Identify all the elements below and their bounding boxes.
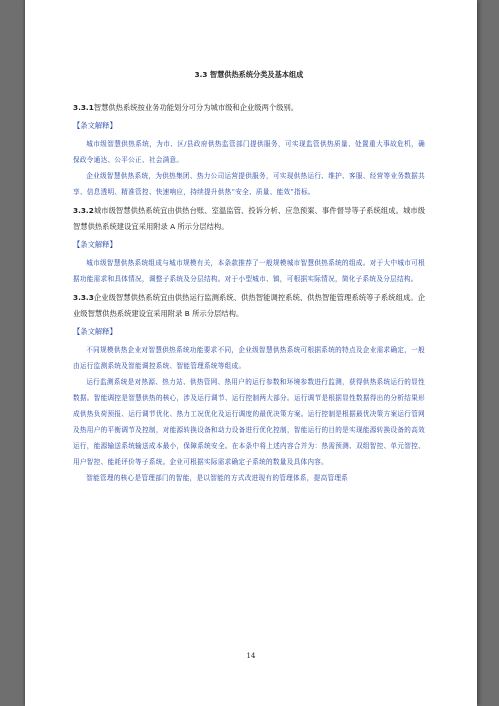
explanation-paragraph: 企业级智慧供热系统，为供热集团、热力公司运营提供服务，可实现供热运行、维护、客服、经营等业务数据共享、信息透明、精准管控、快速响应，持续提升供热“安全、质量、能效”指标。 — [73, 172, 425, 196]
page-content — [73, 70, 425, 486]
clause-body: 城市级智慧供热系统宜由供热台账、室温监管、投诉分析、应急预案、事件督导等子系统组成。城市级智慧供热系统建设宜采用附录 A 所示分层结构。 — [73, 206, 425, 231]
explanation-paragraph: 城市级智慧供热系统组成与城市规模有关，本条款推荐了一般规模城市智慧供热系统的组成。对于大中城市可根据功能需求和具体情况，调整子系统及分层结构。对于小型城市、镇，可根据实际情况，简化子系统及分层结构。 — [73, 259, 425, 283]
explanation-tag: 【条文解释】 — [73, 327, 117, 336]
explanation-paragraph: 不同规模供热企业对智慧供热系统功能要求不同，企业级智慧供热系统可根据系统的特点及企业需求确定，一般由运行监测系统及智能调控系统、智能管理系统等组成。 — [73, 346, 425, 370]
explanation-paragraph: 城市级智慧供热系统，为市、区/县政府供热监管部门提供服务，可实现监管供热质量、处置重大事故危机，确保政令通达、公平公正、社会满意。 — [73, 140, 425, 164]
section-title: 3.3 智慧供热系统分类及基本组成 — [194, 70, 304, 79]
clause-body: 智慧供热系统按业务功能划分可分为城市级和企业级两个级别。 — [93, 103, 299, 112]
clause-text — [73, 290, 425, 322]
explanation-paragraph: 智能管理的核心是管理部门的智能，是以智能的方式改进现有的管理体系，提高管理系 — [86, 474, 349, 482]
clause-number: 3.3.3 — [73, 293, 94, 302]
clause-number: 3.3.1 — [73, 103, 94, 112]
clause-text — [73, 100, 425, 116]
clause-3-3-1 — [73, 100, 425, 200]
clause-3-3-3 — [73, 290, 425, 486]
document-page — [25, 0, 477, 706]
explanation-tag: 【条文解释】 — [73, 240, 117, 249]
page-number: 14 — [246, 652, 256, 660]
clause-body: 企业级智慧供热系统宜由供热运行监测系统、供热智能调控系统、供热智能管理系统等子系统组成。企业级智慧供热系统建设宜采用附录 B 所示分层结构。 — [73, 293, 425, 318]
explanation-paragraph: 运行监测系统是对热源、热力站、供热管网、热用户的运行参数和环境参数进行监测，获得供热系统运行的显性数据。智能调控是智慧供热的核心，涉及运行调节、运行控制两大部分。运行调节是根据显性数据得出的分析结果形成供热负荷预报、运行调节优化、热力工况优化及运行调度的最优决策方案。运行控制是根据最优决策方案运行管网及热用户的平衡调节及控制，对能源转换设备和动力设备进行优化控制，智能运行的目的是实现能源转换设备的高效运行，能源输送系统输送成本最小，保障系统安全。在本条中将上述内容合并为：热需预测、双组智控、单元智控、用户智控、能耗评价等子系统。企业可根据实际需求确定子系统的数量及具体内容。 — [73, 378, 425, 466]
explanation-tag: 【条文解释】 — [73, 121, 117, 130]
clause-3-3-2 — [73, 203, 425, 287]
clause-text — [73, 203, 425, 235]
clause-number: 3.3.2 — [73, 206, 94, 215]
